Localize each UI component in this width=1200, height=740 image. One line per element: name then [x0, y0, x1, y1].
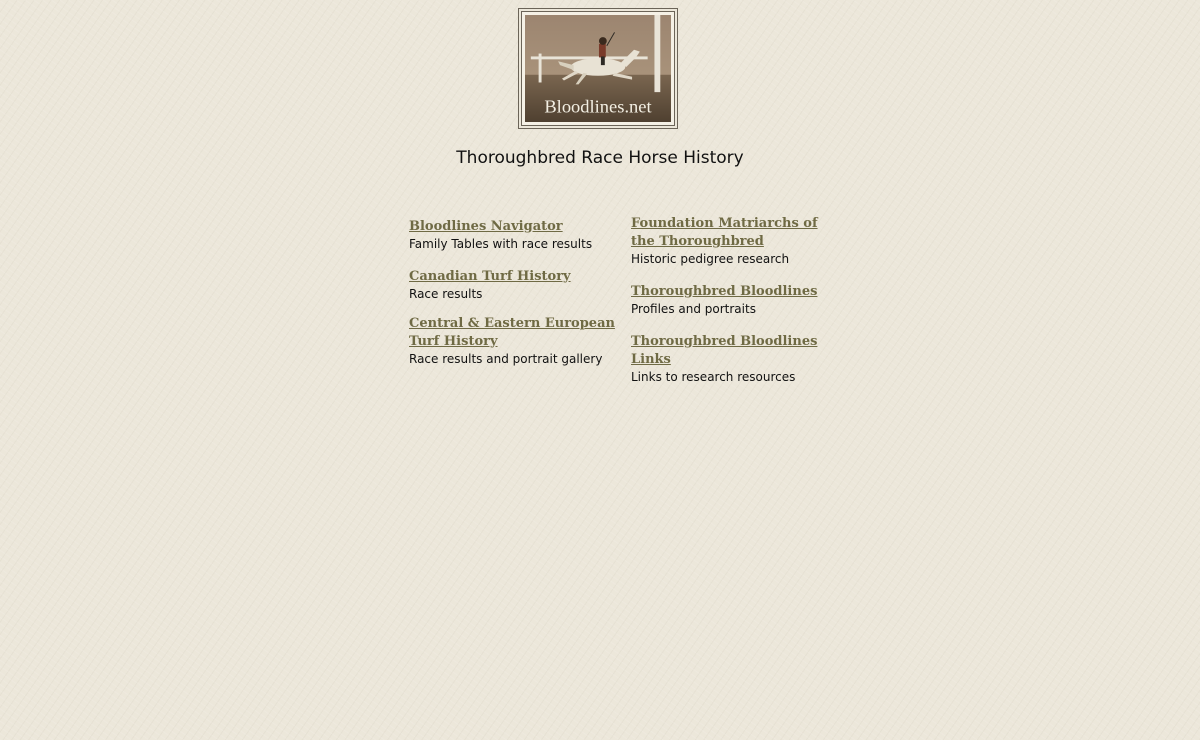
link-description: Family Tables with race results [409, 237, 593, 251]
link-description: Race results and portrait gallery [409, 352, 603, 366]
page-title: Thoroughbred Race Horse History [456, 148, 744, 168]
list-item [409, 315, 624, 367]
central-eastern-european-turf-history-link[interactable]: Central & Eastern European Turf History [409, 316, 615, 349]
canadian-turf-history-link[interactable]: Canadian Turf History [409, 269, 571, 284]
list-item [631, 333, 831, 385]
link-description: Race results [409, 287, 483, 301]
bloodlines-navigator-link[interactable]: Bloodlines Navigator [409, 219, 563, 234]
logo-post [654, 15, 660, 92]
list-item [409, 268, 624, 302]
link-description: Links to research resources [631, 370, 796, 384]
thoroughbred-bloodlines-links-link[interactable]: Thoroughbred Bloodlines Links [631, 334, 818, 367]
logo-frame [518, 8, 678, 129]
link-description: Historic pedigree research [631, 252, 790, 266]
logo-inner [521, 11, 675, 126]
link-description: Profiles and portraits [631, 302, 756, 316]
list-item [631, 215, 831, 267]
foundation-matriarchs-link[interactable]: Foundation Matriarchs of the Thoroughbred [631, 216, 818, 249]
logo-image[interactable] [525, 15, 671, 122]
list-item [409, 218, 624, 252]
logo-rail-post [539, 54, 542, 83]
list-item [631, 283, 831, 317]
logo-text: Bloodlines.net [544, 96, 652, 117]
thoroughbred-bloodlines-link[interactable]: Thoroughbred Bloodlines [631, 284, 818, 299]
